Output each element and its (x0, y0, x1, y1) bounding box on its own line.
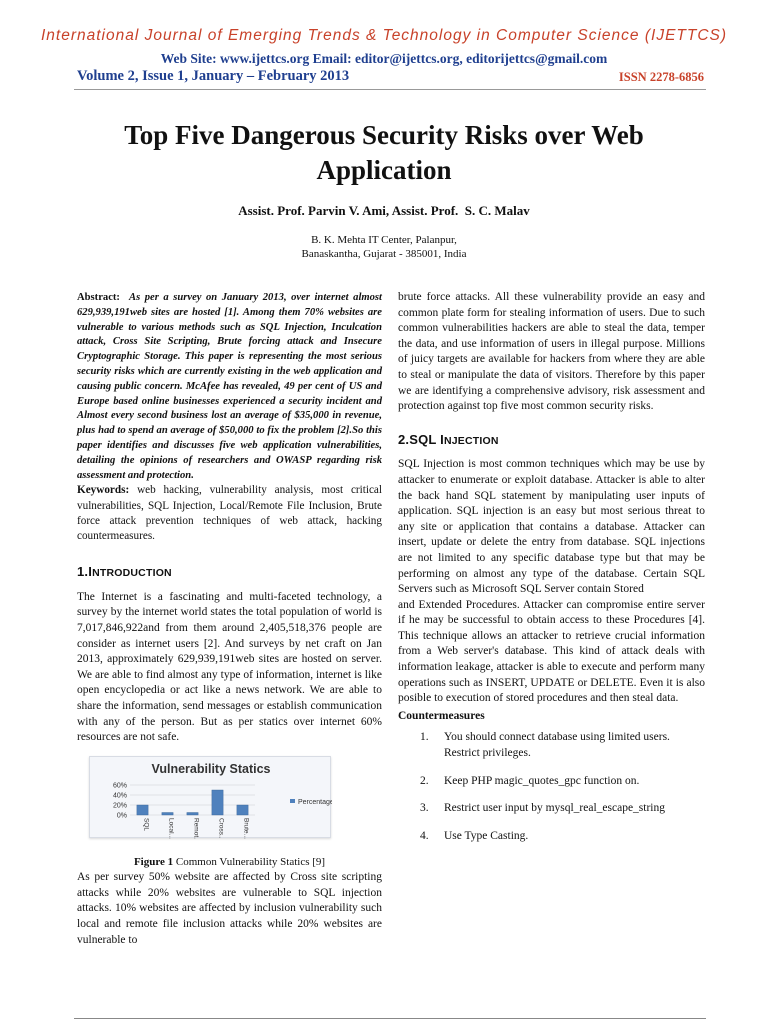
paper-affiliation (0, 233, 768, 261)
y-tick-label: 0% (116, 812, 127, 820)
x-tick-label: Cross... (217, 817, 225, 839)
keywords-label: Keywords: (77, 484, 130, 497)
section-2-number: 2. (398, 431, 410, 447)
y-tick-label: 40% (112, 792, 127, 800)
section-1-title-rest: NTRODUCTION (92, 567, 172, 580)
chart-title: Vulnerability Statics (151, 761, 271, 776)
x-tick-label: Local... (167, 817, 175, 839)
countermeasure-item (398, 801, 705, 817)
y-tick-label: 60% (112, 782, 127, 790)
bottom-rule (74, 1018, 706, 1019)
abstract-label: Abstract: (77, 292, 120, 303)
chart-bar (237, 805, 248, 815)
figure-1-chart (89, 756, 331, 838)
y-tick-label: 20% (112, 802, 127, 810)
abstract (77, 291, 382, 483)
keywords-text: web hacking, vulnerability analysis, most critical vulnerabilities, SQL Injection, Local/Remote File Inclusion, Brute force attack prevention techniques of web attack, hacking countermeasures. (77, 484, 383, 542)
header-rule (74, 89, 706, 90)
countermeasure-number: 3. (420, 802, 429, 815)
countermeasure-number: 1. (420, 731, 429, 744)
chart-bar (162, 812, 173, 815)
affiliation-line-1: B. K. Mehta IT Center, Palanpur, (311, 234, 457, 246)
journal-title: International Journal of Emerging Trends & Technology in Computer Science (IJETTCS) (40, 27, 728, 44)
section-2-title-first: SQL I (409, 431, 444, 447)
x-tick-label: Brute... (242, 817, 250, 839)
x-tick-label: SQL (142, 817, 150, 831)
paper-title: Top Five Dangerous Security Risks over Web Application (124, 120, 644, 185)
keywords (77, 483, 382, 544)
chart-bar (212, 790, 223, 815)
chart-legend (290, 799, 332, 806)
affiliation-line-2: Banaskantha, Gujarat - 385001, India (301, 248, 467, 260)
countermeasures-list (398, 730, 705, 844)
countermeasure-text: Use Type Casting. (444, 829, 529, 842)
legend-label-percentage: Percentage (298, 798, 332, 806)
abstract-text: As per a survey on January 2013, over internet almost 629,939,191web sites are hosted [1]. Among them 70% websites are vulnerable to various methods such as SQL Injection, Inculcation attack, Cross Site Scripting, Brute forcing attack and Insecure Cryptographic Storage. This paper is representing the most serious security risks which are currently existing in the web application and causing public concern. McAfee has revealed, 49 per cent of US and Europe based online businesses experienced a security incident and Almost every second business lost an average of $35,000 in revenue, plus had to spend an average of $50,000 to fix the problem [2].So this paper identifies and discusses five web application vulnerabilities, detailing the opinions of researchers and OWASP regarding risk assessment and protection. (77, 292, 382, 481)
section-2-title-rest: NJECTION (443, 434, 499, 447)
section-2-heading (398, 432, 705, 450)
chart-bar (187, 812, 198, 815)
section-1-number: 1. (77, 564, 89, 580)
left-column (77, 291, 382, 948)
countermeasure-item (398, 730, 705, 761)
section-2-para-2: and Extended Procedures. Attacker can compromise entire server if he may be successful to obtain access to these Procedures [4]. This technique allows an attacker to retrieve crucial information from a Web server's database. This kind of attack deals with information leakage, attacker is able to execute and perform many operations such as INSERT, UPDATE or DELETE. Even it is also posible to execution of stored procedures and then steal data. (398, 598, 705, 705)
section-1-body: The Internet is a fascinating and multi-faceted technology, a survey by the internet world states the total population of world is 7,017,846,922and from them around 2,405,518,376 people are consider as internet users [2]. And surveys by net craft on Jan 2013, approximately 629,939,191web sites are hosted on server. We are able to find almost any type of information, internet is like open encyclopedia or act like a news network. We are able to share the information, send messages or establish communication with any of the person. But as per statics over internet 60% resources are not safe. (77, 590, 382, 744)
countermeasures-heading: Countermeasures (398, 709, 485, 722)
legend-swatch-percentage (290, 799, 295, 803)
journal-issn: ISSN 2278-6856 (618, 70, 704, 84)
section-1-title-first: I (88, 564, 93, 580)
vulnerability-chart (90, 757, 332, 839)
right-column-intro: brute force attacks. All these vulnerability provide an easy and common plate form for stealing information of users. Due to such common vulnerabilities hackers are able to steal the data, temper the data, and use information of users in illegal purpose. Millions of juicy targets are available for hackers from where they are able to steal or manipulate the data of visitors. Therefore by this paper we are identifying a comprehensive advisory, risk assessment and protection against top five most common security risks. (398, 291, 705, 413)
figure-1-caption-text: Common Vulnerability Statics [9] (175, 855, 326, 868)
section-1-heading (77, 564, 382, 582)
journal-website-line: Web Site: www.ijettcs.org Email: editor@ijettcs.org, editorijettcs@gmail.com (160, 51, 608, 66)
x-tick-label: Remot... (192, 817, 200, 839)
countermeasure-number: 2. (420, 774, 429, 787)
left-column-continuation: As per survey 50% website are affected by Cross site scripting attacks while 20% websites are vulnerable to SQL injection attacks. 10% websites are affected by inclusion vulnerability such local and remote file inclusion attacks while 20% websites are vulnerable to (77, 871, 382, 946)
countermeasure-item (398, 774, 705, 790)
right-column (398, 290, 705, 856)
journal-volume: Volume 2, Issue 1, January – February 2013 (77, 68, 350, 84)
figure-1-label: Figure 1 (133, 855, 174, 868)
countermeasure-item (398, 829, 705, 845)
countermeasure-number: 4. (420, 829, 429, 842)
countermeasure-text: Keep PHP magic_quotes_gpc function on. (444, 774, 640, 787)
paper-authors: Assist. Prof. Parvin V. Ami, Assist. Prof. S. C. Malav (238, 203, 530, 218)
countermeasure-text: You should connect database using limited users. Restrict privileges. (444, 731, 670, 760)
figure-1-caption (77, 855, 382, 871)
countermeasure-text: Restrict user input by mysql_real_escape_string (444, 802, 666, 815)
chart-bar (137, 805, 148, 815)
section-2-para-1: SQL Injection is most common techniques which may be use by attacker to enumerate or exploit database. Attacker is able to alter the back hand SQL statement by manipulating user inputs of application. SQL injection is an easy but most serious threat to any site or application that contains a database. Attacker can insert, update or delete the entry from database. SQL injections are not limited to any specific database type but that may be performing on almost any type of the database. Certain SQL Servers such as Microsoft SQL Server contain Stored (398, 458, 705, 596)
